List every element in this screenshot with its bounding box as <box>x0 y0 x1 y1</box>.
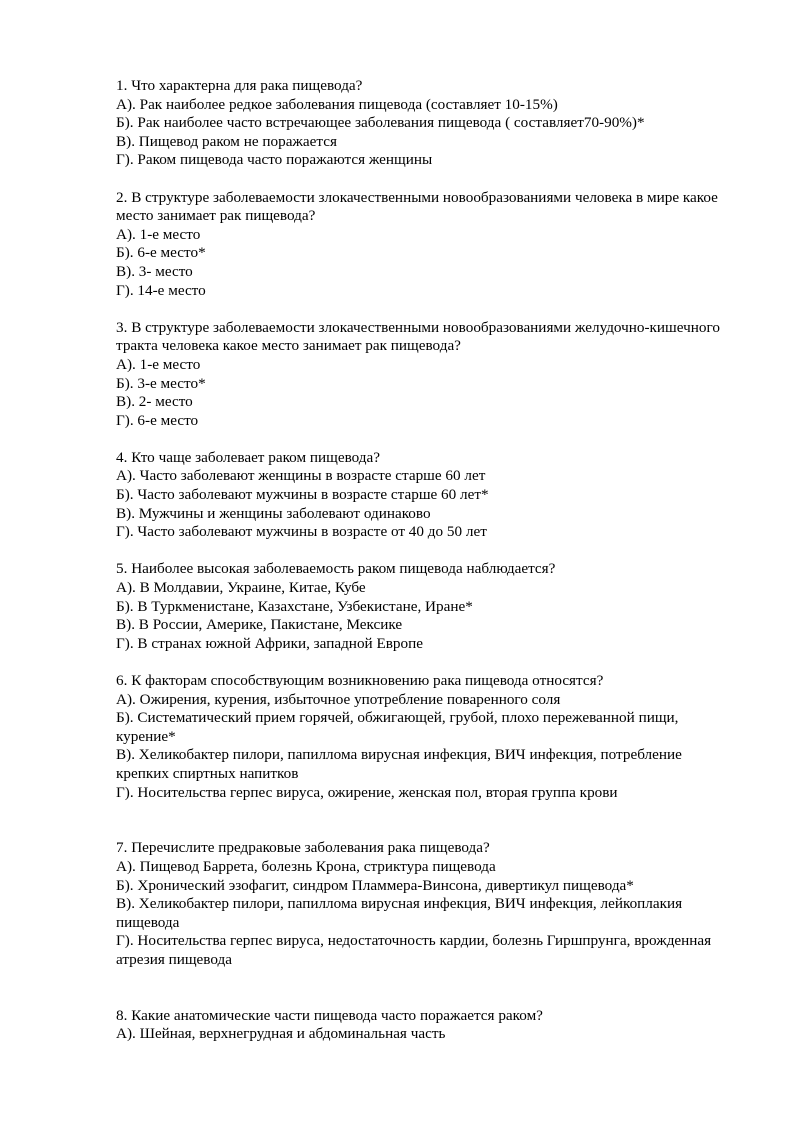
spacer <box>116 653 726 672</box>
answer-option: А). В Молдавии, Украине, Китае, Кубе <box>116 579 366 597</box>
question-7 <box>116 839 726 969</box>
answer-option: Г). Раком пищевода часто поражаются женщины <box>116 151 433 169</box>
answer-option: А). Шейная, верхнегрудная и абдоминальная часть <box>116 1025 446 1043</box>
answer-option: Б). Систематический прием горячей, обжигающей, грубой, плохо пережеванной пищи, курение* <box>116 709 679 745</box>
question-3 <box>116 319 726 431</box>
spacer <box>116 170 726 189</box>
answer-option: Г). Часто заболевают мужчины в возрасте от 40 до 50 лет <box>116 523 487 541</box>
answer-option: В). В России, Америке, Пакистане, Мексике <box>116 616 403 634</box>
question-text: 7. Перечислите предраковые заболевания рака пищевода? <box>116 839 490 857</box>
question-2 <box>116 189 726 301</box>
answer-option: Б). 6-е место* <box>116 244 206 262</box>
document-body <box>116 77 726 1044</box>
answer-option: Г). 6-е место <box>116 411 199 429</box>
spacer <box>116 802 726 839</box>
question-text: 3. В структуре заболеваемости злокачественными новообразованиями желудочно-кишечного тракта человека какое место занимает рак пищевода? <box>116 318 720 355</box>
answer-option: А). 1-е место <box>116 225 201 243</box>
question-text: 1. Что характерна для рака пищевода? <box>116 77 363 94</box>
answer-option: Г). В странах южной Африки, западной Европе <box>116 634 423 652</box>
question-8 <box>116 1007 726 1044</box>
spacer <box>116 300 726 319</box>
spacer <box>116 542 726 561</box>
answer-option: А). Ожирения, курения, избыточное употребление поваренного соля <box>116 690 561 708</box>
answer-option: А). Пищевод Баррета, болезнь Крона, стриктура пищевода <box>116 857 496 875</box>
answer-option: А). 1-е место <box>116 355 201 373</box>
spacer <box>116 970 726 1007</box>
question-text: 4. Кто чаще заболевает раком пищевода? <box>116 448 381 466</box>
question-text: 5. Наиболее высокая заболеваемость раком пищевода наблюдается? <box>116 560 556 578</box>
answer-option: В). Хеликобактер пилори, папиллома вирусная инфекция, ВИЧ инфекция, лейкоплакия пищевода <box>116 895 683 931</box>
answer-option: В). Мужчины и женщины заболевают одинаково <box>116 504 431 522</box>
question-6 <box>116 672 726 802</box>
question-text: 8. Какие анатомические части пищевода часто поражается раком? <box>116 1006 543 1024</box>
answer-option: В). 2- место <box>116 393 193 411</box>
answer-option: Г). Носительства герпес вируса, ожирение, женская пол, вторая группа крови <box>116 783 618 801</box>
answer-option: В). Хеликобактер пилори, папиллома вирусная инфекция, ВИЧ инфекция, потребление крепких спиртных напитков <box>116 746 682 782</box>
question-text: 2. В структуре заболеваемости злокачественными новообразованиями человека в мире какое место занимает рак пищевода? <box>116 188 718 225</box>
question-text: 6. К факторам способствующим возникновению рака пищевода относятся? <box>116 672 604 689</box>
question-5 <box>116 560 726 653</box>
answer-option: Б). Хронический эзофагит, синдром Пламмера-Винсона, дивертикул пищевода* <box>116 876 634 894</box>
question-1 <box>116 77 726 170</box>
answer-option: Б). 3-е место* <box>116 374 206 392</box>
answer-option: А). Часто заболевают женщины в возрасте старше 60 лет <box>116 467 486 485</box>
answer-option: В). 3- место <box>116 262 193 280</box>
spacer <box>116 430 726 449</box>
answer-option: Г). Носительства герпес вируса, недостаточность кардии, болезнь Гиршпрунга, врожденная атрезия пищевода <box>116 932 712 968</box>
answer-option: Б). В Туркменистане, Казахстане, Узбекистане, Иране* <box>116 597 473 615</box>
answer-option: Г). 14-е место <box>116 281 206 299</box>
answer-option: Б). Рак наиболее часто встречающее заболевания пищевода ( составляет70-90%)* <box>116 114 645 132</box>
question-4 <box>116 449 726 542</box>
answer-option: В). Пищевод раком не поражается <box>116 132 337 150</box>
answer-option: А). Рак наиболее редкое заболевания пищевода (составляет 10-15%) <box>116 95 558 113</box>
answer-option: Б). Часто заболевают мужчины в возрасте старше 60 лет* <box>116 486 489 504</box>
